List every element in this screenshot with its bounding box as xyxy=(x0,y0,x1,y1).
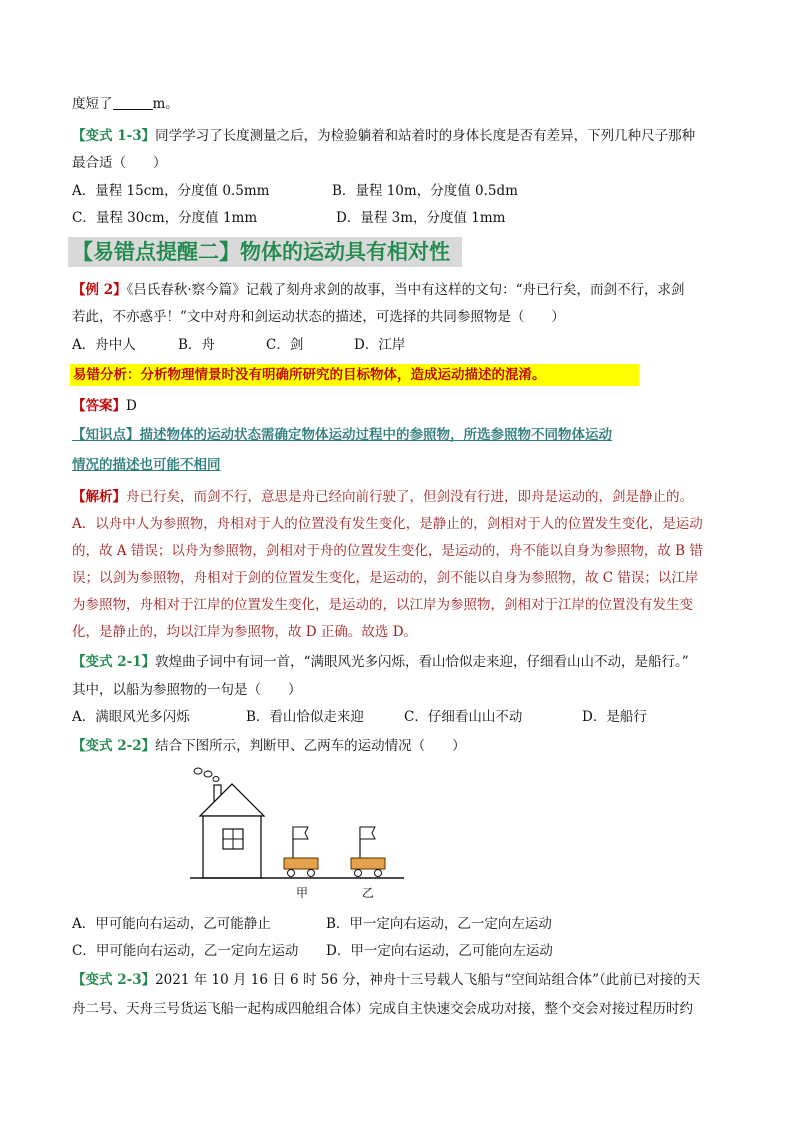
house-roof xyxy=(200,784,264,816)
option-a: A．量程 15cm，分度值 0.5mm xyxy=(72,183,270,199)
line-text: 度短了 xyxy=(72,96,113,112)
question-text: 2021 年 10 月 16 日 6 时 56 分，神舟十三号载人飞船与“空间站组合体”（此前已对接的天 xyxy=(155,972,701,988)
cart-jia-wheel xyxy=(288,870,295,877)
question-text: 若此，不亦惑乎！”文中对舟和剑运动状态的描述，可选择的共同参照物是（ ） xyxy=(72,309,565,325)
variant-1-3-line1 xyxy=(72,126,732,146)
question-text: 敦煌曲子词中有词一首，“满眼风光多闪烁，看山恰似走来迎，仔细看山山不动，是船行。” xyxy=(155,654,689,670)
error-analysis-highlight: 易错分析：分析物理情景时没有明确所研究的目标物体，造成运动描述的混淆。 xyxy=(70,364,639,386)
analysis-line1 xyxy=(72,487,732,507)
variant-2-2-line1 xyxy=(72,736,732,756)
analysis-line3: 的，故 A 错误；以舟为参照物，剑相对于舟的位置发生变化，是运动的，舟不能以自身为参照物，故 B 错 xyxy=(72,543,703,559)
analysis-line2: A．以舟中人为参照物，舟相对于人的位置没有发生变化，是静止的，剑相对于人的位置发生变化，是运动 xyxy=(72,516,703,532)
question-text: 最合适（ ） xyxy=(72,155,167,171)
option-b: B．量程 10m，分度值 0.5dm xyxy=(332,183,518,199)
example-2-line2 xyxy=(72,307,732,327)
option-b: B．看山恰似走来迎 xyxy=(246,709,364,725)
variant-2-3-line2: 舟二号、天舟三号货运飞船一起构成四舱组合体）完成自主快速交会成功对接，整个交会对接过程历时约 xyxy=(72,1001,693,1017)
analysis-tag: 【解析】 xyxy=(72,489,126,505)
cart-yi-wheel xyxy=(355,870,362,877)
variant-2-1-line2: 其中，以船为参照物的一句是（ ） xyxy=(72,682,302,698)
knowledge-text: 情况的描述也可能不相同 xyxy=(72,457,221,473)
analysis-line4: 误；以剑为参照物，舟相对于剑的位置发生变化，是运动的，剑不能以自身为参照物，故 C 错误；以江岸 xyxy=(72,570,699,586)
cart-yi-wheel xyxy=(375,870,382,877)
example-2-line1 xyxy=(72,280,732,300)
analysis-line5: 为参照物，舟相对于江岸的位置发生变化，是运动的，以江岸为参照物，剑相对于江岸的位置没有发生变 xyxy=(72,597,693,613)
option-c: C．仔细看山山不动 xyxy=(404,709,523,725)
option-a: A．甲可能向右运动，乙可能静止 xyxy=(72,916,271,932)
option-d: D．江岸 xyxy=(354,337,406,353)
knowledge-line2 xyxy=(72,455,732,475)
unit-text: m。 xyxy=(152,96,179,112)
analysis-text: 舟已行矣，而剑不行，意思是舟已经向前行驶了，但剑没有行进，即舟是运动的，剑是静止的。 xyxy=(126,489,693,505)
option-b: B．舟 xyxy=(178,337,215,353)
house-and-carts-diagram xyxy=(190,765,410,905)
variant-tag: 【变式 2-1】 xyxy=(72,654,156,670)
option-d: D．甲一定向右运动，乙可能向左运动 xyxy=(326,943,553,959)
option-a: A．满眼风光多闪烁 xyxy=(72,709,190,725)
option-d: D．量程 3m，分度值 1mm xyxy=(336,210,506,226)
knowledge-text: 描述物体的运动状态需确定物体运动过程中的参照物，所选参照物不同物体运动 xyxy=(139,427,612,443)
question-text: 同学学习了长度测量之后，为检验躺着和站着时的身体长度是否有差异，下列几种尺子那种 xyxy=(155,128,696,144)
option-c: C．量程 30cm，分度值 1mm xyxy=(72,210,258,226)
question-text: 《吕氏春秋·察今篇》记载了刻舟求剑的故事，当中有这样的文句：“舟已行矣，而剑不行，求剑 xyxy=(126,282,685,298)
answer-blank xyxy=(113,95,153,110)
example-tag: 【例 2】 xyxy=(72,282,127,298)
cart-jia-label: 甲 xyxy=(296,886,309,900)
smoke-puff xyxy=(213,777,219,782)
knowledge-tag: 【知识点】 xyxy=(72,427,140,443)
answer-line xyxy=(72,396,732,416)
smoke-puff xyxy=(194,768,202,774)
section-heading: 【易错点提醒二】物体的运动具有相对性 xyxy=(68,237,462,267)
smoke-puff xyxy=(204,771,212,777)
variant-1-3-line2 xyxy=(72,153,732,173)
cart-jia-wheel xyxy=(308,870,315,877)
option-c: C．甲可能向右运动，乙一定向左运动 xyxy=(72,943,299,959)
variant-tag: 【变式 1-3】 xyxy=(72,128,156,144)
variant-tag: 【变式 2-2】 xyxy=(72,738,156,754)
variant-2-1-line1 xyxy=(72,652,732,672)
continued-question-line xyxy=(72,94,732,114)
variant-2-3-line1 xyxy=(72,970,732,990)
question-text: 结合下图所示，判断甲、乙两车的运动情况（ ） xyxy=(155,738,466,754)
cart-yi-label: 乙 xyxy=(362,886,375,900)
cart-yi-body xyxy=(351,858,385,869)
knowledge-line1 xyxy=(72,425,732,445)
cart-jia-flag xyxy=(293,827,308,839)
option-a: A．舟中人 xyxy=(72,337,136,353)
cart-yi-flag xyxy=(360,827,375,839)
variant-tag: 【变式 2-3】 xyxy=(72,972,156,988)
option-d: D．是船行 xyxy=(582,709,647,725)
cart-jia-body xyxy=(284,858,318,869)
analysis-line6: 化，是静止的，均以江岸为参照物，故 D 正确。故选 D。 xyxy=(72,624,418,640)
option-c: C．剑 xyxy=(266,337,304,353)
answer-tag: 【答案】 xyxy=(72,398,126,414)
answer-value: D xyxy=(126,398,137,414)
option-b: B．甲一定向右运动，乙一定向左运动 xyxy=(326,916,552,932)
